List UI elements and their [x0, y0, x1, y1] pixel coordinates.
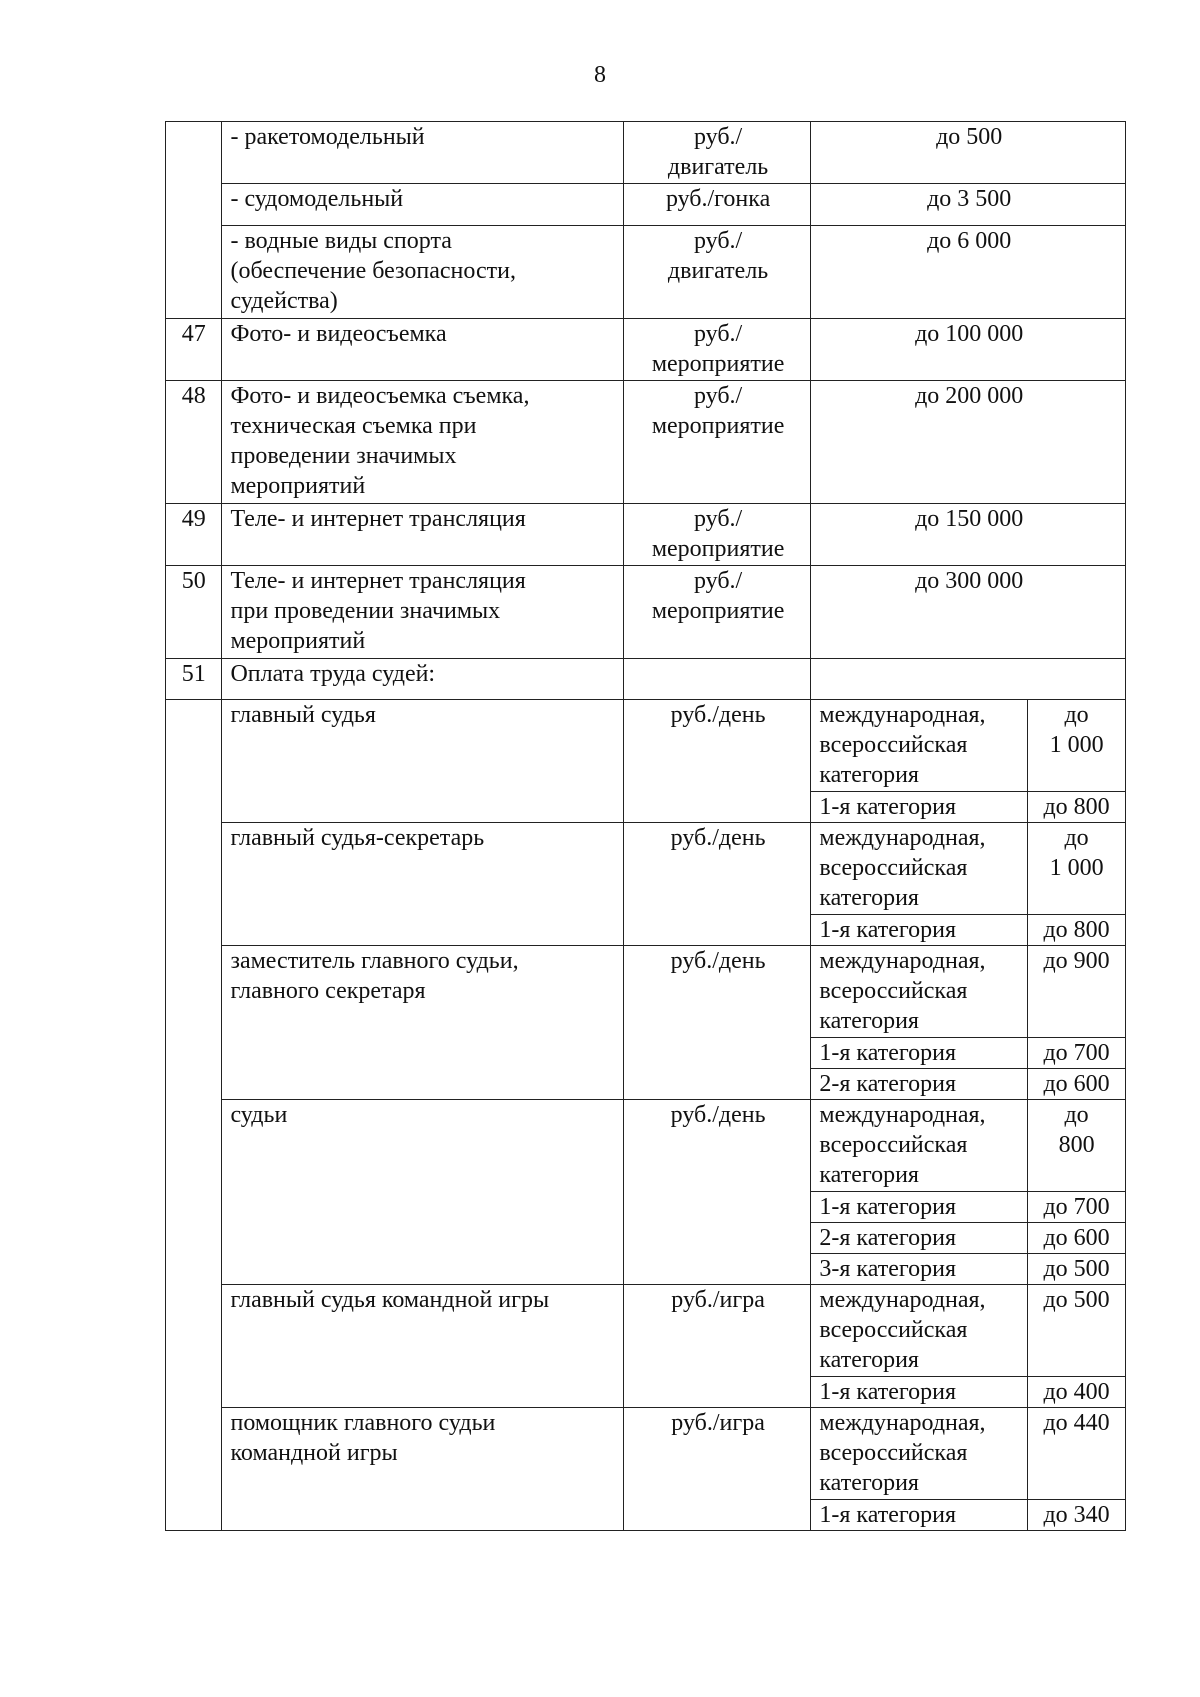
unit-cell: руб./ мероприятие: [623, 504, 811, 566]
unit-cell: [623, 659, 811, 700]
judge-category-cell: 2-я категория: [811, 1223, 1028, 1254]
judge-role-cell: судьи: [222, 1100, 623, 1285]
service-name-cell: - судомодельный: [222, 184, 623, 226]
judge-amount-cell: до 800: [1028, 1100, 1126, 1192]
judge-category-cell: 3-я категория: [811, 1254, 1028, 1285]
price-limit-cell: до 500: [811, 122, 1126, 184]
table-row: [166, 381, 1126, 504]
judge-amount-cell: до 700: [1028, 1038, 1126, 1069]
judge-category-cell: 1-я категория: [811, 792, 1028, 823]
row-number-cell: [166, 700, 222, 1531]
row-number-cell: 48: [166, 381, 222, 504]
judge-amount-cell: до 1 000: [1028, 700, 1126, 792]
section-title-cell: Оплата труда судей:: [222, 659, 623, 700]
unit-cell: руб./гонка: [623, 184, 811, 226]
judge-amount-cell: до 340: [1028, 1500, 1126, 1531]
judge-amount-cell: до 440: [1028, 1408, 1126, 1500]
table-body: [166, 122, 1126, 1531]
table-row: [166, 184, 1126, 226]
judge-category-cell: 1-я категория: [811, 915, 1028, 946]
price-limit-cell: до 300 000: [811, 566, 1126, 659]
judge-category-cell: международная, всероссийская категория: [811, 700, 1028, 792]
judge-rate-row: [166, 1285, 1126, 1377]
judge-rate-row: [166, 1100, 1126, 1192]
price-limit-cell: до 3 500: [811, 184, 1126, 226]
row-number-cell: 50: [166, 566, 222, 659]
judge-amount-cell: до 800: [1028, 915, 1126, 946]
price-limit-cell: до 6 000: [811, 226, 1126, 319]
row-number-cell: 47: [166, 319, 222, 381]
judge-rate-row: [166, 823, 1126, 915]
price-limit-cell: до 200 000: [811, 381, 1126, 504]
unit-cell: руб./день: [623, 1100, 811, 1285]
table-row: [166, 566, 1126, 659]
unit-cell: руб./ мероприятие: [623, 381, 811, 504]
judge-role-cell: главный судья-секретарь: [222, 823, 623, 946]
rates-table: [165, 121, 1126, 1531]
judge-role-cell: помощник главного судьи командной игры: [222, 1408, 623, 1531]
judge-category-cell: международная, всероссийская категория: [811, 946, 1028, 1038]
service-name-cell: Теле- и интернет трансляция при проведении значимых мероприятий: [222, 566, 623, 659]
unit-cell: руб./день: [623, 700, 811, 823]
unit-cell: руб./игра: [623, 1408, 811, 1531]
price-limit-cell: до 100 000: [811, 319, 1126, 381]
unit-cell: руб./ двигатель: [623, 122, 811, 184]
service-name-cell: - водные виды спорта (обеспечение безопасности, судейства): [222, 226, 623, 319]
judge-amount-cell: до 500: [1028, 1254, 1126, 1285]
judge-amount-cell: до 600: [1028, 1223, 1126, 1254]
judge-rate-row: [166, 1408, 1126, 1500]
judge-amount-cell: до 500: [1028, 1285, 1126, 1377]
judge-role-cell: главный судья командной игры: [222, 1285, 623, 1408]
table-row: [166, 319, 1126, 381]
judge-category-cell: 1-я категория: [811, 1377, 1028, 1408]
judge-category-cell: международная, всероссийская категория: [811, 823, 1028, 915]
unit-cell: руб./игра: [623, 1285, 811, 1408]
service-name-cell: Фото- и видеосъемка съемка, техническая съемка при проведении значимых мероприятий: [222, 381, 623, 504]
row-number-cell: [166, 122, 222, 319]
unit-cell: руб./ мероприятие: [623, 566, 811, 659]
price-limit-cell: [811, 659, 1126, 700]
table-row: [166, 226, 1126, 319]
judge-category-cell: международная, всероссийская категория: [811, 1100, 1028, 1192]
judge-category-cell: 1-я категория: [811, 1500, 1028, 1531]
judge-amount-cell: до 800: [1028, 792, 1126, 823]
price-limit-cell: до 150 000: [811, 504, 1126, 566]
judge-category-cell: 1-я категория: [811, 1192, 1028, 1223]
unit-cell: руб./ двигатель: [623, 226, 811, 319]
service-name-cell: - ракетомодельный: [222, 122, 623, 184]
row-number-cell: 51: [166, 659, 222, 700]
judge-amount-cell: до 400: [1028, 1377, 1126, 1408]
page-number: 8: [594, 62, 606, 88]
judge-rate-row: [166, 700, 1126, 792]
row-number-cell: 49: [166, 504, 222, 566]
judge-amount-cell: до 1 000: [1028, 823, 1126, 915]
judge-category-cell: международная, всероссийская категория: [811, 1285, 1028, 1377]
unit-cell: руб./день: [623, 823, 811, 946]
judge-role-cell: главный судья: [222, 700, 623, 823]
judge-amount-cell: до 900: [1028, 946, 1126, 1038]
judge-amount-cell: до 700: [1028, 1192, 1126, 1223]
service-name-cell: Фото- и видеосъемка: [222, 319, 623, 381]
judges-section-row: [166, 659, 1126, 700]
judge-role-cell: заместитель главного судьи, главного секретаря: [222, 946, 623, 1100]
service-name-cell: Теле- и интернет трансляция: [222, 504, 623, 566]
judge-category-cell: 1-я категория: [811, 1038, 1028, 1069]
judge-amount-cell: до 600: [1028, 1069, 1126, 1100]
judge-category-cell: международная, всероссийская категория: [811, 1408, 1028, 1500]
unit-cell: руб./ мероприятие: [623, 319, 811, 381]
table-row: [166, 122, 1126, 184]
table-row: [166, 504, 1126, 566]
judge-rate-row: [166, 946, 1126, 1038]
unit-cell: руб./день: [623, 946, 811, 1100]
judge-category-cell: 2-я категория: [811, 1069, 1028, 1100]
